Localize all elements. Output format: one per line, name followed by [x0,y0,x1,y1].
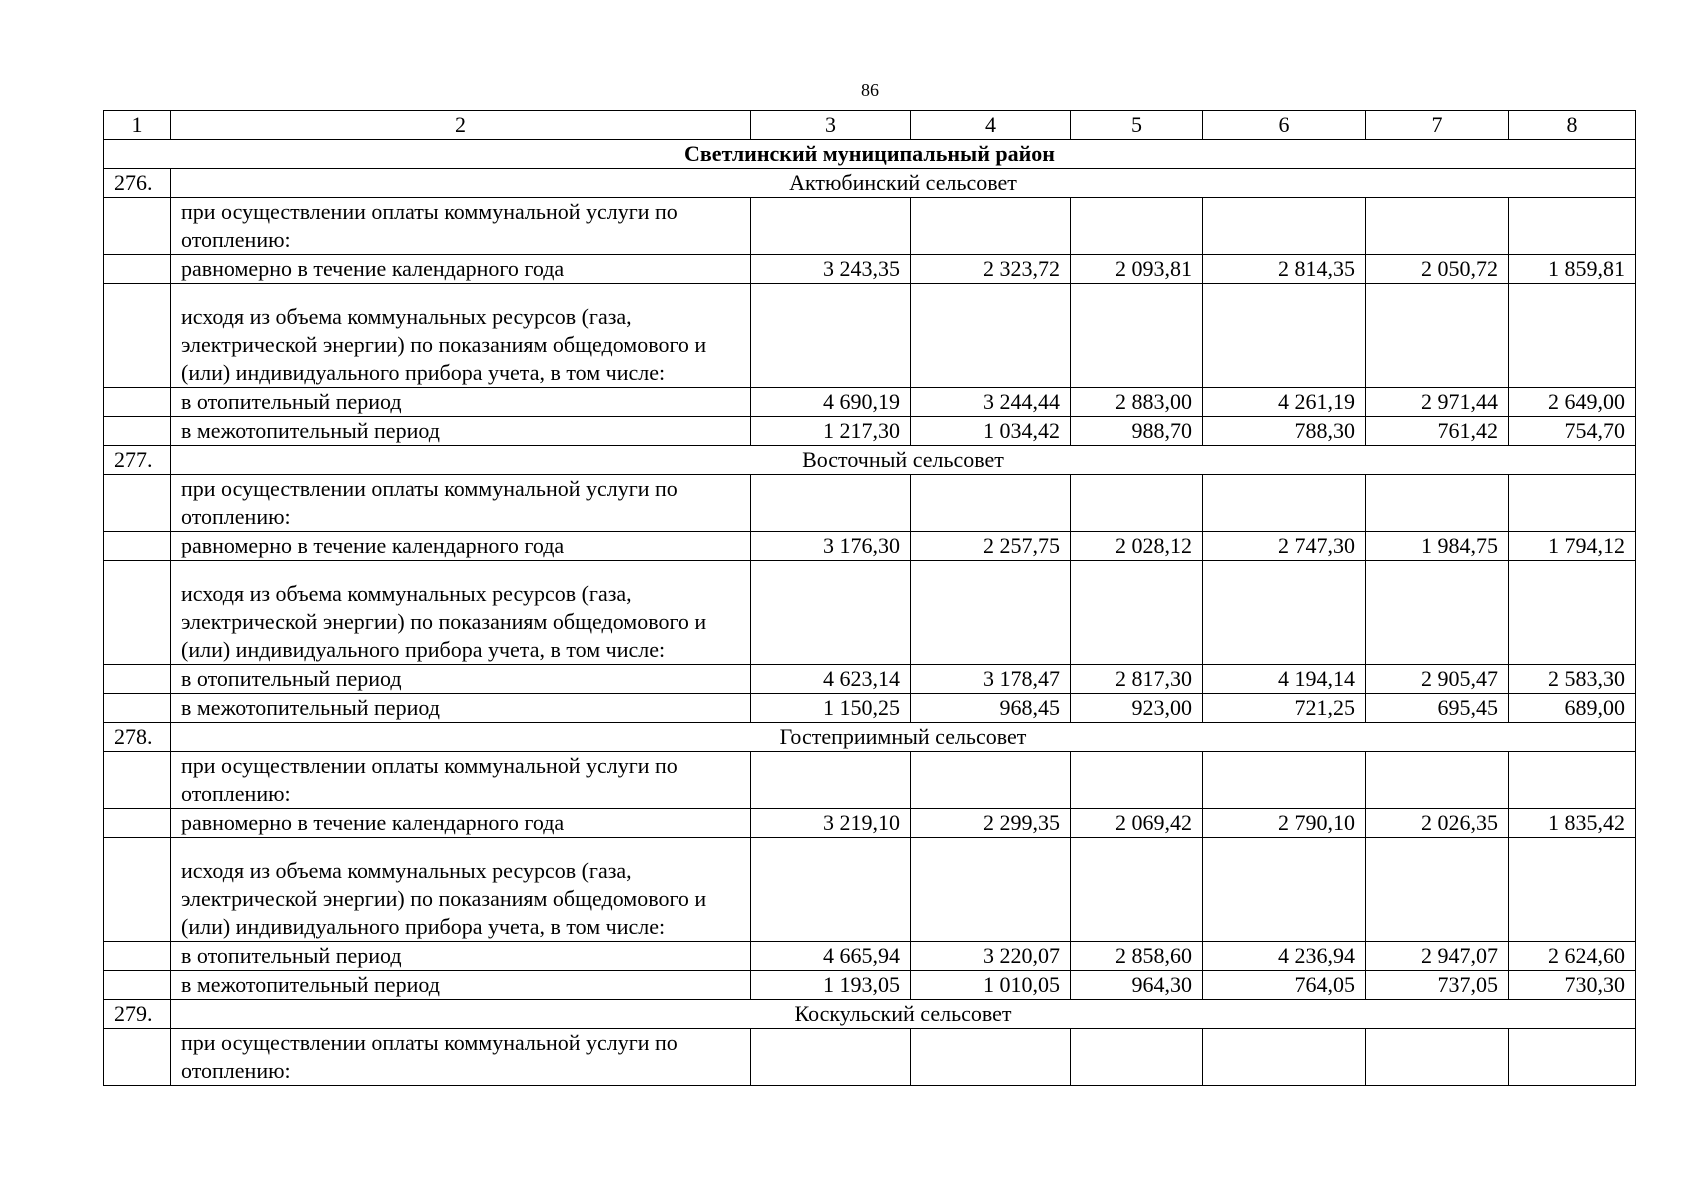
evenly-row [104,532,1636,561]
value-cell [1366,752,1509,809]
value-cell [1071,1029,1203,1086]
value-cell: 988,70 [1071,417,1203,446]
value-cell [1509,752,1636,809]
row-label: при осуществлении оплаты коммунальной услуги по отоплению: [171,475,751,532]
row-number-cell [104,665,171,694]
table-body [104,111,1636,1086]
value-cell: 3 243,35 [751,255,911,284]
column-header: 5 [1071,111,1203,140]
value-cell: 2 257,75 [911,532,1071,561]
row-number-cell [104,838,171,942]
value-cell: 1 984,75 [1366,532,1509,561]
off-season-row [104,417,1636,446]
value-cell: 2 323,72 [911,255,1071,284]
district-row [104,140,1636,169]
row-number-cell [104,971,171,1000]
value-cell: 3 220,07 [911,942,1071,971]
column-header: 3 [751,111,911,140]
value-cell: 4 623,14 [751,665,911,694]
value-cell: 4 194,14 [1203,665,1366,694]
value-cell [1509,561,1636,665]
value-cell [911,284,1071,388]
value-cell [751,1029,911,1086]
heating-intro-row [104,752,1636,809]
value-cell: 761,42 [1366,417,1509,446]
row-label: равномерно в течение календарного года [171,532,751,561]
value-cell: 1 794,12 [1509,532,1636,561]
value-cell: 2 028,12 [1071,532,1203,561]
value-cell [1366,838,1509,942]
value-cell: 3 244,44 [911,388,1071,417]
row-label: равномерно в течение календарного года [171,255,751,284]
value-cell: 1 034,42 [911,417,1071,446]
section-header-row [104,169,1636,198]
row-number-cell [104,942,171,971]
value-cell [751,561,911,665]
off-season-row [104,971,1636,1000]
value-cell [1509,475,1636,532]
value-cell [1071,198,1203,255]
value-cell: 1 217,30 [751,417,911,446]
value-cell [1366,475,1509,532]
column-header: 8 [1509,111,1636,140]
value-cell: 689,00 [1509,694,1636,723]
column-header: 1 [104,111,171,140]
value-cell: 2 069,42 [1071,809,1203,838]
value-cell: 4 690,19 [751,388,911,417]
row-label: исходя из объема коммунальных ресурсов (газа, электрической энергии) по показаниям общедомового и (или) индивидуального прибора учета, в том числе: [171,284,751,388]
row-label: в отопительный период [171,942,751,971]
evenly-row [104,809,1636,838]
value-cell: 2 026,35 [1366,809,1509,838]
value-cell [751,198,911,255]
column-header: 4 [911,111,1071,140]
value-cell: 695,45 [1366,694,1509,723]
row-number-cell [104,532,171,561]
value-cell [1071,561,1203,665]
section-title: Гостеприимный сельсовет [171,723,1636,752]
value-cell: 730,30 [1509,971,1636,1000]
value-cell [1071,838,1203,942]
row-label: в отопительный период [171,388,751,417]
value-cell [1203,475,1366,532]
by-meter-row [104,284,1636,388]
section-header-row [104,1000,1636,1029]
value-cell: 3 178,47 [911,665,1071,694]
value-cell [1509,838,1636,942]
value-cell: 737,05 [1366,971,1509,1000]
column-header: 7 [1366,111,1509,140]
row-number-cell [104,417,171,446]
by-meter-row [104,561,1636,665]
by-meter-row [104,838,1636,942]
row-label: в межотопительный период [171,971,751,1000]
value-cell [1203,284,1366,388]
value-cell: 1 859,81 [1509,255,1636,284]
row-number-cell [104,475,171,532]
value-cell [911,561,1071,665]
value-cell: 2 790,10 [1203,809,1366,838]
value-cell [1366,198,1509,255]
value-cell: 3 176,30 [751,532,911,561]
section-number: 278. [104,723,171,752]
value-cell [751,838,911,942]
value-cell: 754,70 [1509,417,1636,446]
value-cell [1509,1029,1636,1086]
row-number-cell [104,561,171,665]
section-number: 279. [104,1000,171,1029]
value-cell [1203,838,1366,942]
row-label: при осуществлении оплаты коммунальной услуги по отоплению: [171,198,751,255]
row-number-cell [104,388,171,417]
section-header-row [104,723,1636,752]
value-cell: 2 583,30 [1509,665,1636,694]
row-number-cell [104,198,171,255]
value-cell: 2 814,35 [1203,255,1366,284]
row-label: в межотопительный период [171,694,751,723]
value-cell: 3 219,10 [751,809,911,838]
column-header-row [104,111,1636,140]
section-title: Актюбинский сельсовет [171,169,1636,198]
value-cell: 721,25 [1203,694,1366,723]
row-number-cell [104,752,171,809]
value-cell [911,198,1071,255]
heating-intro-row [104,1029,1636,1086]
row-label: при осуществлении оплаты коммунальной услуги по отоплению: [171,1029,751,1086]
value-cell: 1 193,05 [751,971,911,1000]
row-number-cell [104,694,171,723]
row-label: равномерно в течение календарного года [171,809,751,838]
value-cell: 4 261,19 [1203,388,1366,417]
value-cell: 2 299,35 [911,809,1071,838]
row-number-cell [104,255,171,284]
row-label: исходя из объема коммунальных ресурсов (газа, электрической энергии) по показаниям общедомового и (или) индивидуального прибора учета, в том числе: [171,838,751,942]
value-cell: 4 236,94 [1203,942,1366,971]
row-label: в межотопительный период [171,417,751,446]
column-header: 2 [171,111,751,140]
value-cell [1366,561,1509,665]
heating-intro-row [104,475,1636,532]
value-cell: 788,30 [1203,417,1366,446]
value-cell: 2 624,60 [1509,942,1636,971]
value-cell: 2 858,60 [1071,942,1203,971]
column-header: 6 [1203,111,1366,140]
off-season-row [104,694,1636,723]
value-cell: 923,00 [1071,694,1203,723]
tariff-table [103,110,1636,1086]
value-cell [911,838,1071,942]
value-cell [911,475,1071,532]
value-cell [751,284,911,388]
row-number-cell [104,1029,171,1086]
value-cell [1071,284,1203,388]
section-number: 277. [104,446,171,475]
section-title: Восточный сельсовет [171,446,1636,475]
value-cell: 2 905,47 [1366,665,1509,694]
value-cell [1366,284,1509,388]
page-number: 86 [861,80,879,100]
value-cell: 2 971,44 [1366,388,1509,417]
value-cell: 2 817,30 [1071,665,1203,694]
row-label: исходя из объема коммунальных ресурсов (газа, электрической энергии) по показаниям общедомового и (или) индивидуального прибора учета, в том числе: [171,561,751,665]
value-cell: 2 883,00 [1071,388,1203,417]
district-title: Светлинский муниципальный район [104,140,1636,169]
value-cell: 1 010,05 [911,971,1071,1000]
value-cell: 2 050,72 [1366,255,1509,284]
value-cell: 2 747,30 [1203,532,1366,561]
row-label: при осуществлении оплаты коммунальной услуги по отоплению: [171,752,751,809]
value-cell: 1 835,42 [1509,809,1636,838]
value-cell: 1 150,25 [751,694,911,723]
section-number: 276. [104,169,171,198]
heating-period-row [104,388,1636,417]
value-cell [1366,1029,1509,1086]
heating-period-row [104,942,1636,971]
value-cell [1071,752,1203,809]
row-number-cell [104,284,171,388]
value-cell [1203,752,1366,809]
heating-period-row [104,665,1636,694]
value-cell [911,1029,1071,1086]
value-cell [1203,561,1366,665]
value-cell: 968,45 [911,694,1071,723]
value-cell [1509,284,1636,388]
value-cell [1071,475,1203,532]
section-title: Коскульский сельсовет [171,1000,1636,1029]
evenly-row [104,255,1636,284]
value-cell [1203,1029,1366,1086]
value-cell [1509,198,1636,255]
value-cell [751,475,911,532]
value-cell: 2 093,81 [1071,255,1203,284]
value-cell [751,752,911,809]
row-label: в отопительный период [171,665,751,694]
value-cell: 764,05 [1203,971,1366,1000]
value-cell: 964,30 [1071,971,1203,1000]
value-cell [911,752,1071,809]
value-cell: 4 665,94 [751,942,911,971]
section-header-row [104,446,1636,475]
value-cell: 2 649,00 [1509,388,1636,417]
value-cell [1203,198,1366,255]
heating-intro-row [104,198,1636,255]
value-cell: 2 947,07 [1366,942,1509,971]
row-number-cell [104,809,171,838]
